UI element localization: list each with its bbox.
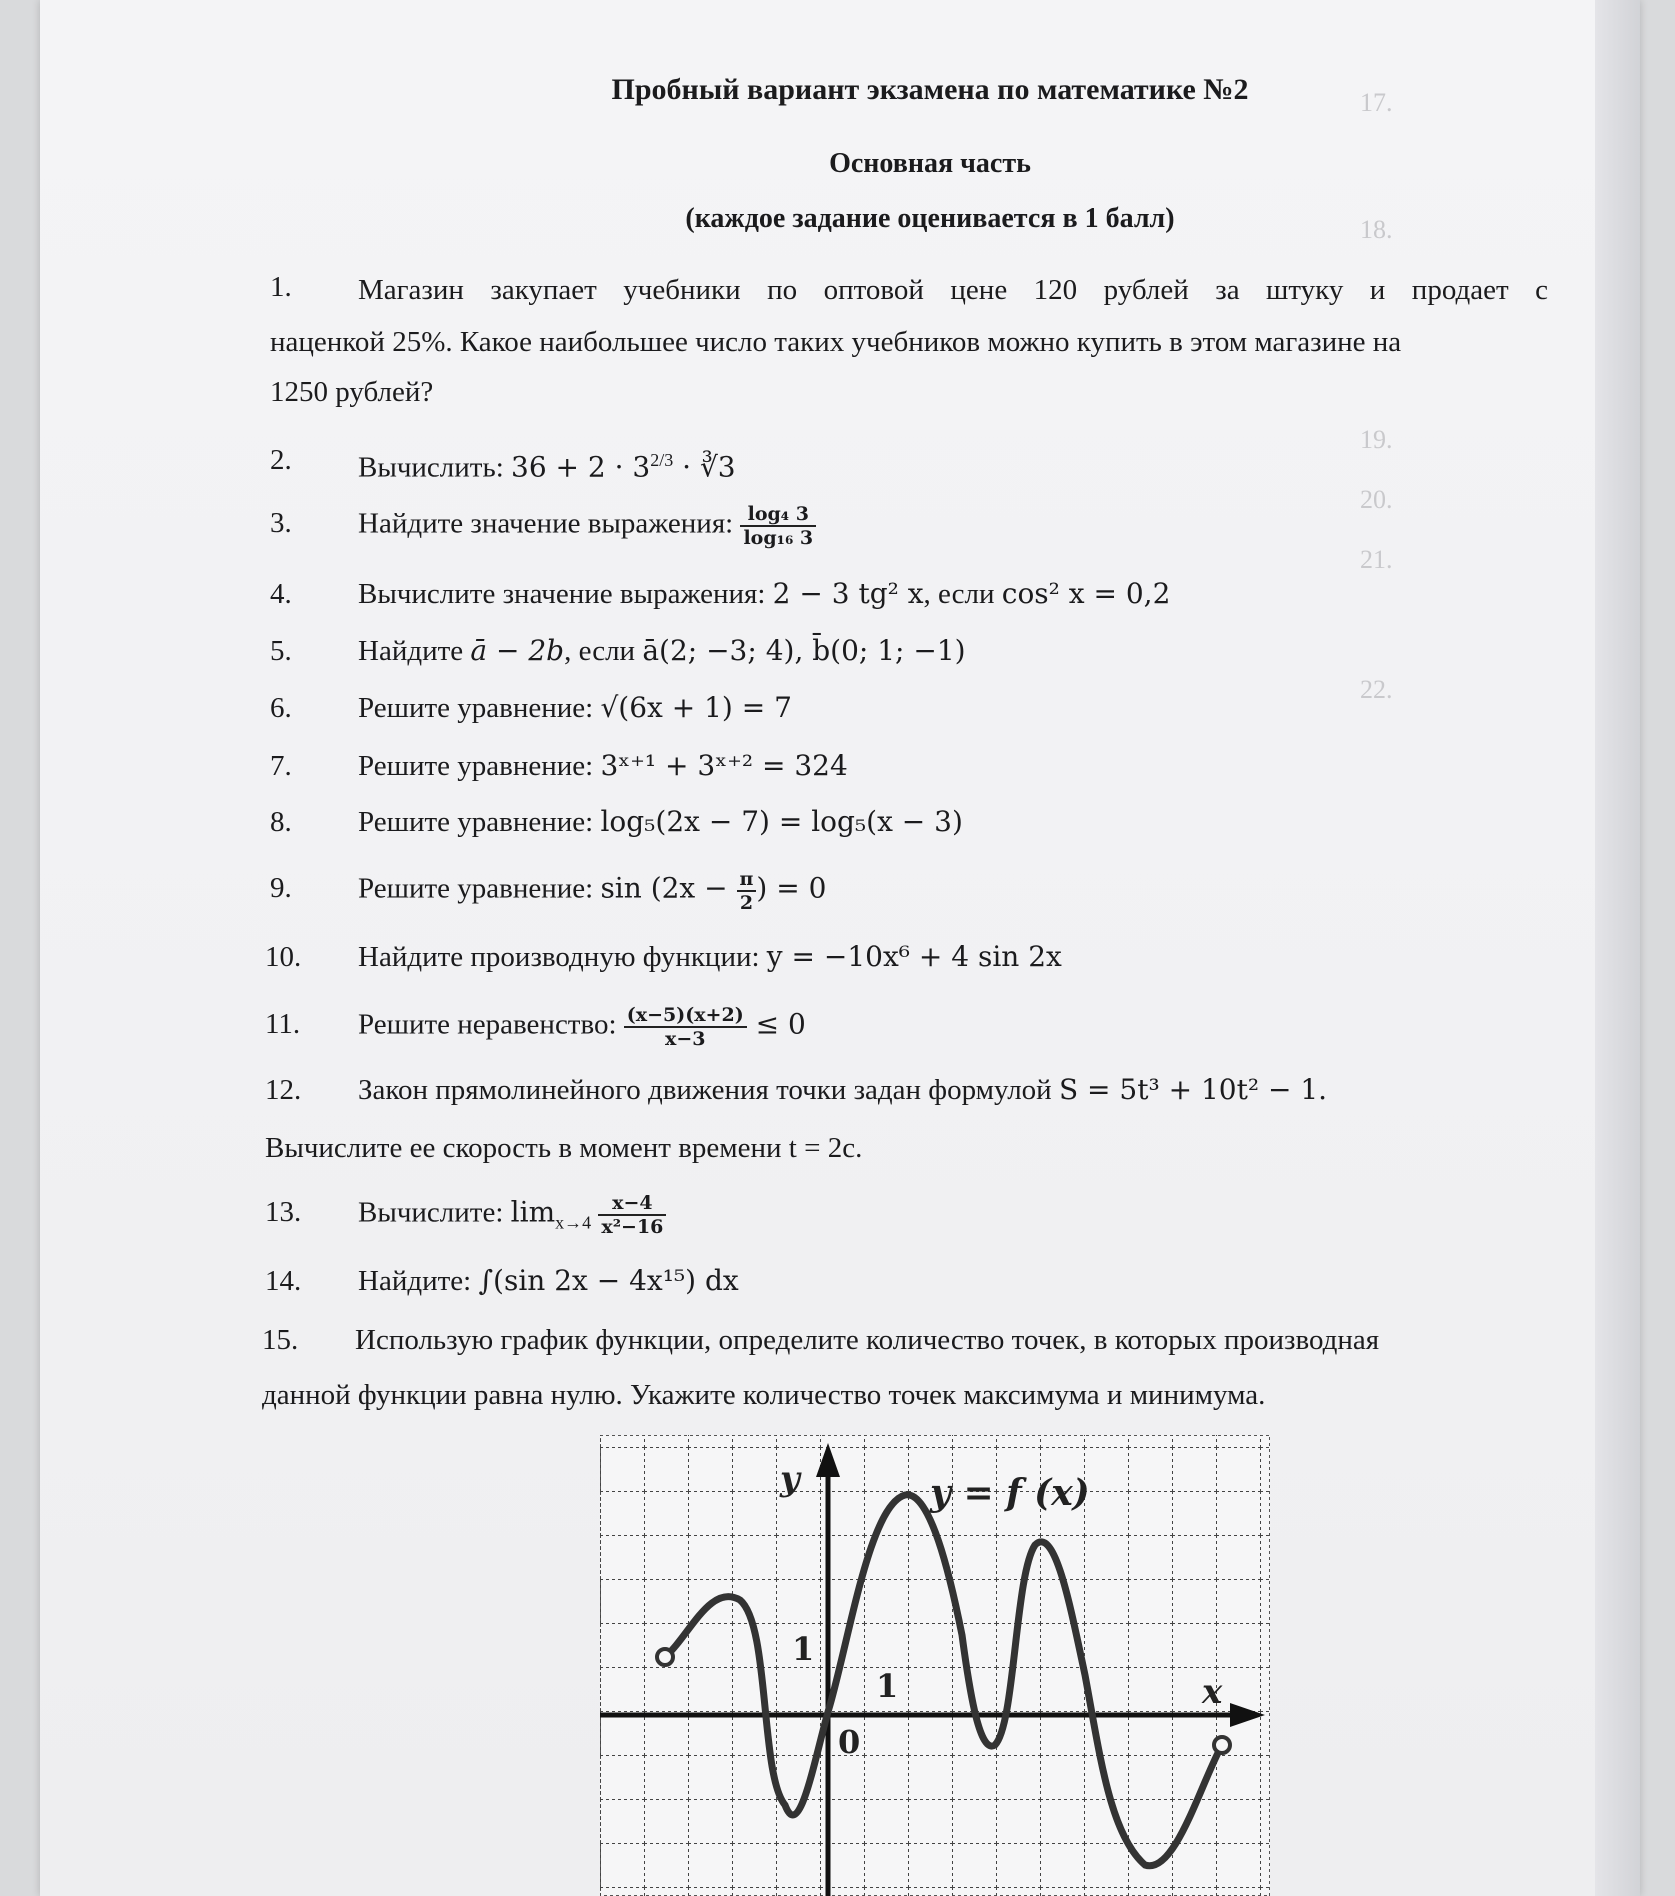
x-axis-label: x — [1202, 1672, 1223, 1712]
numerator: x−4 — [598, 1192, 666, 1216]
task-3 — [358, 503, 816, 549]
task-number: 2. — [270, 444, 292, 476]
task-2 — [358, 440, 736, 488]
task-11 — [358, 1004, 806, 1050]
task-5 — [358, 631, 966, 671]
task-formula: 36 + 2 · 3 — [511, 450, 651, 484]
task-text: , если — [564, 635, 643, 667]
fraction — [624, 1004, 747, 1050]
function-label: y = f (x) — [930, 1472, 1090, 1514]
ghost-number: 18. — [1360, 215, 1393, 244]
task-6 — [358, 688, 792, 728]
task-12 — [358, 1070, 1327, 1110]
task-formula: ā(2; −3; 4), b̄(0; 1; −1) — [642, 634, 966, 667]
open-endpoint-left — [657, 1649, 673, 1665]
origin-label: 0 — [838, 1723, 861, 1761]
x-tick-label: 1 — [876, 1667, 899, 1705]
task-formula: ) = 0 — [756, 871, 827, 905]
function-graph — [600, 1435, 1270, 1896]
task-text: , если — [923, 578, 1002, 610]
task-text: Решите уравнение: — [358, 692, 601, 724]
ghost-number: 19. — [1360, 425, 1393, 454]
task-number: 15. — [262, 1324, 299, 1356]
task-text: Найдите производную функции: — [358, 941, 767, 973]
task-text: Вычислить: — [358, 451, 512, 484]
task-formula: ≤ 0 — [746, 1007, 806, 1041]
limit-subscript: x→4 — [555, 1212, 592, 1233]
task-9 — [358, 868, 826, 914]
task-1-line-1: Магазин закупает учебники по оптовой цене 120 рублей за штуку и продает с — [358, 274, 1548, 306]
task-number: 5. — [270, 635, 292, 667]
task-number: 13. — [265, 1196, 302, 1228]
y-axis-label: y — [780, 1459, 800, 1499]
task-1-line-3: 1250 рублей? — [270, 376, 434, 408]
task-text: Вычислите значение выражения: — [358, 578, 773, 610]
scoring-note: (каждое задание оценивается в 1 балл) — [685, 203, 1175, 234]
task-text: Вычислите: — [358, 1196, 511, 1229]
task-text: Найдите — [358, 635, 471, 667]
task-text: Решите уравнение: — [358, 872, 601, 905]
fraction — [740, 503, 816, 549]
task-number: 7. — [270, 750, 292, 782]
denominator: log₁₆ 3 — [743, 527, 814, 549]
page-edge-shadow — [1595, 0, 1640, 1896]
task-text: Найдите значение выражения: — [358, 507, 741, 540]
open-endpoint-right — [1214, 1737, 1230, 1753]
task-formula: 2 − 3 tg² x — [772, 577, 924, 610]
ghost-number: 22. — [1360, 675, 1393, 704]
numerator: (x−5)(x+2) — [624, 1004, 747, 1028]
task-13 — [358, 1192, 666, 1242]
ghost-number: 20. — [1360, 485, 1393, 514]
task-text: Решите неравенство: — [358, 1008, 624, 1041]
task-formula: · ∛3 — [673, 450, 736, 484]
task-text: Закон прямолинейного движения точки задан формулой — [358, 1074, 1059, 1106]
task-text: Решите уравнение: — [358, 750, 601, 782]
task-number: 3. — [270, 507, 292, 539]
task-formula: 3ˣ⁺¹ + 3ˣ⁺² = 324 — [600, 749, 848, 782]
task-14 — [358, 1261, 739, 1301]
task-formula: S = 5t³ + 10t² − 1. — [1058, 1073, 1328, 1106]
ghost-number: 17. — [1360, 88, 1393, 117]
task-formula: ∫(sin 2x − 4x¹⁵) dx — [478, 1264, 739, 1297]
task-number: 9. — [270, 872, 292, 904]
task-text: Найдите: — [358, 1265, 479, 1297]
task-15-line-2: данной функции равна нулю. Укажите количество точек максимума и минимума. — [262, 1379, 1266, 1411]
task-12-line-2: Вычислите ее скорость в момент времени t = 2с. — [265, 1132, 863, 1164]
task-text: Решите уравнение: — [358, 806, 601, 838]
fraction — [598, 1192, 666, 1238]
task-15-line-1: Использую график функции, определите количество точек, в которых производная — [355, 1324, 1380, 1356]
task-number: 14. — [265, 1265, 302, 1297]
numerator: log₄ 3 — [740, 503, 816, 527]
y-tick-label: 1 — [792, 1630, 815, 1668]
task-number: 10. — [265, 941, 302, 973]
task-formula: lim — [510, 1195, 556, 1229]
denominator: x²−16 — [601, 1216, 664, 1238]
exam-page — [40, 0, 1640, 1896]
denominator: 2 — [739, 892, 754, 914]
exam-title: Пробный вариант экзамена по математике №2 — [611, 73, 1249, 106]
section-title: Основная часть — [829, 148, 1031, 179]
task-formula: √(6x + 1) = 7 — [600, 691, 792, 724]
task-number: 4. — [270, 578, 292, 610]
task-8 — [358, 802, 963, 842]
task-formula: cos² x = 0,2 — [1001, 577, 1171, 610]
task-number: 12. — [265, 1074, 302, 1106]
task-formula: ā − 2b — [470, 634, 565, 667]
exponent: 2/3 — [650, 450, 674, 470]
fraction — [737, 868, 757, 914]
numerator: π — [737, 868, 757, 892]
task-4 — [358, 574, 1170, 614]
task-formula: sin (2x − — [600, 871, 737, 905]
denominator: x−3 — [665, 1028, 706, 1050]
ghost-number: 21. — [1360, 545, 1393, 574]
task-1-line-2: наценкой 25%. Какое наибольшее число таких учебников можно купить в этом магазине на — [270, 326, 1402, 358]
task-7 — [358, 746, 848, 786]
task-number: 1. — [270, 271, 292, 303]
task-number: 6. — [270, 692, 292, 724]
task-10 — [358, 937, 1062, 977]
task-number: 11. — [265, 1008, 301, 1040]
task-number: 8. — [270, 806, 292, 838]
task-formula: y = −10x⁶ + 4 sin 2x — [766, 940, 1062, 973]
task-formula: log₅(2x − 7) = log₅(x − 3) — [600, 805, 963, 838]
